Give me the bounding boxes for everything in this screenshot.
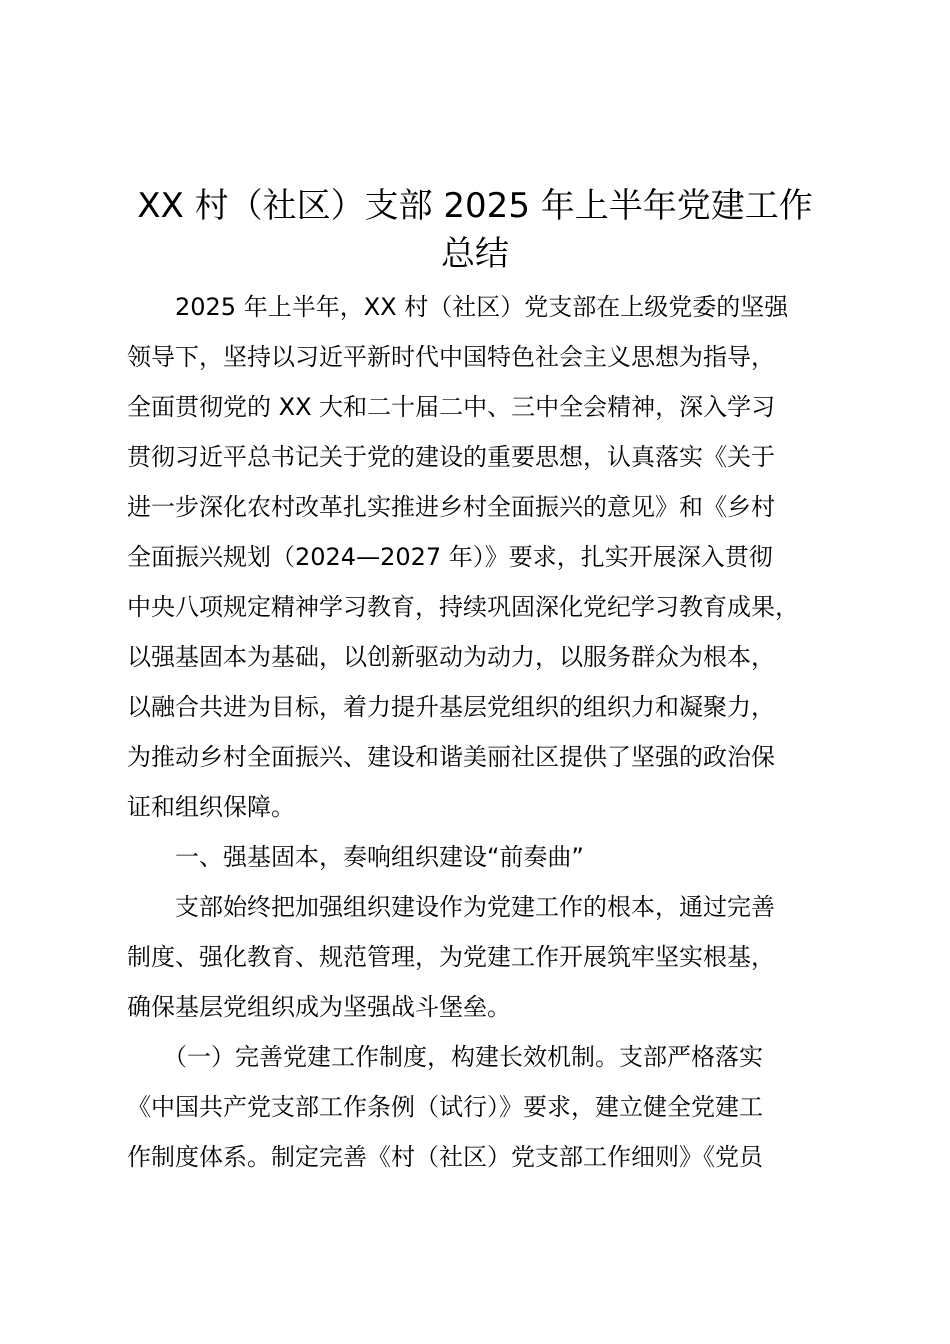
body-line: 全面贯彻党的 XX 大和二十届二中、三中全会精神，深入学习 (127, 393, 776, 421)
body-line: 中央八项规定精神学习教育，持续巩固深化党纪学习教育成果， (127, 593, 799, 621)
title-line-1: XX 村（社区）支部 2025 年上半年党建工作 (137, 186, 813, 226)
section-heading: 一、强基固本，奏响组织建设“前奏曲” (127, 843, 584, 871)
body-line: 确保基层党组织成为坚强战斗堡垒。 (127, 993, 511, 1021)
body-line: 2025 年上半年，XX 村（社区）党支部在上级党委的坚强 (127, 293, 789, 321)
body-line: 贯彻习近平总书记关于党的建设的重要思想，认真落实《关于 (127, 443, 775, 471)
document-title (100, 182, 850, 278)
body-line: 为推动乡村全面振兴、建设和谐美丽社区提供了坚强的政治保 (127, 743, 775, 771)
document-body (127, 282, 837, 1182)
body-line: 以强基固本为基础，以创新驱动为动力，以服务群众为根本， (127, 643, 775, 671)
body-line: 进一步深化农村改革扎实推进乡村全面振兴的意见》和《乡村 (127, 493, 775, 521)
body-line: 以融合共进为目标，着力提升基层党组织的组织力和凝聚力， (127, 693, 775, 721)
body-line: 制度、强化教育、规范管理，为党建工作开展筑牢坚实根基， (127, 943, 775, 971)
subsection-line: （一）完善党建工作制度，构建长效机制。支部严格落实 (127, 1043, 763, 1071)
body-line: 支部始终把加强组织建设作为党建工作的根本，通过完善 (127, 893, 775, 921)
body-line: 领导下，坚持以习近平新时代中国特色社会主义思想为指导， (127, 343, 775, 371)
body-line: 证和组织保障。 (127, 793, 295, 821)
title-line-2: 总结 (441, 234, 509, 274)
body-line: 全面振兴规划（2024—2027 年）》要求，扎实开展深入贯彻 (127, 543, 773, 571)
body-line: 作制度体系。制定完善《村（社区）党支部工作细则》《党员 (127, 1143, 763, 1171)
body-line: 《中国共产党支部工作条例（试行）》要求，建立健全党建工 (127, 1093, 763, 1121)
